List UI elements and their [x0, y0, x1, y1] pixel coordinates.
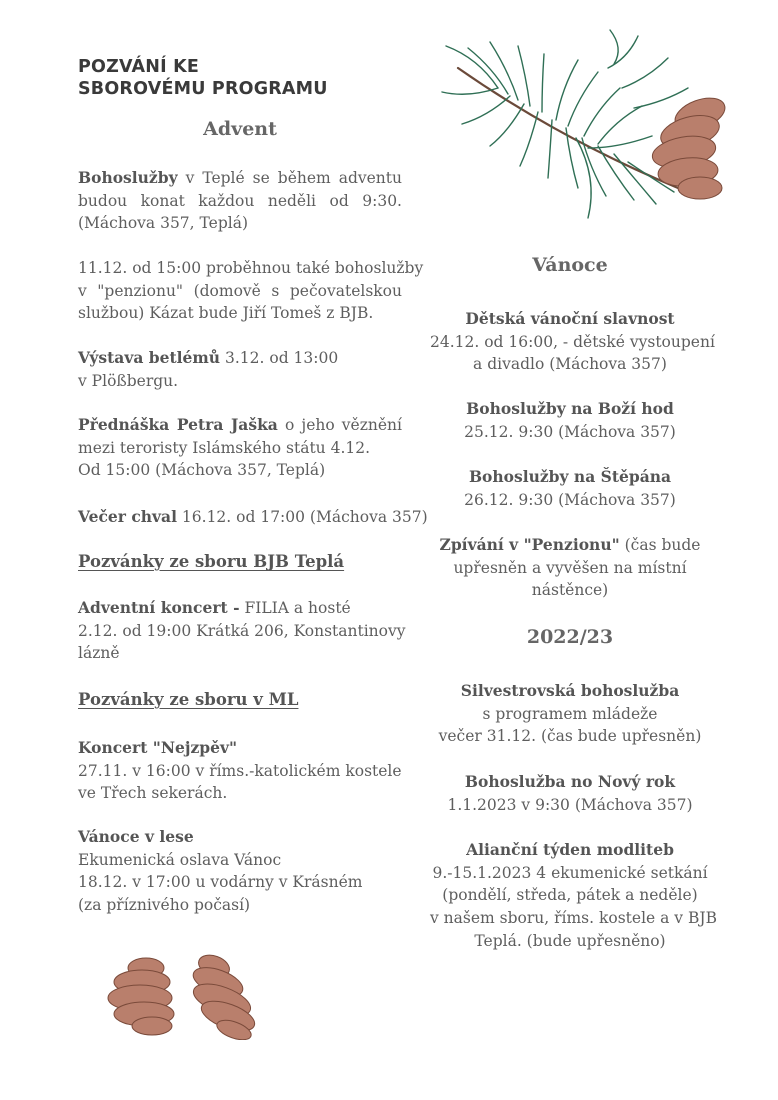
event-text: 1.1.2023 v 9:30 (Máchova 357): [447, 795, 693, 814]
event-text: (za příznivého počasí): [78, 896, 251, 915]
ml-concert: [78, 737, 402, 805]
event-lead: Večer chval: [78, 507, 177, 526]
event-title: Alianční týden modliteb: [466, 840, 674, 859]
year-silvestr: [430, 680, 710, 748]
event-title: Dětská vánoční slavnost: [465, 309, 675, 328]
christmas-stephen: [430, 466, 710, 511]
event-text: (Máchova 357, Teplá): [78, 214, 248, 233]
advent-services: [78, 167, 402, 235]
advent-heading: Advent: [203, 118, 277, 140]
event-text: 24.12. od 16:00, - dětské vystoupení: [430, 332, 715, 351]
christmas-singing: [430, 534, 710, 602]
advent-nativity: [78, 347, 402, 392]
event-text: nástěnce): [531, 581, 609, 600]
event-title: Bohoslužba no Nový rok: [464, 772, 676, 791]
event-text: s programem mládeže: [482, 704, 658, 723]
event-text: v Teplé se během adventu: [185, 169, 403, 187]
event-text: budou konat každou neděli od 9:30.: [78, 191, 402, 210]
event-text: 18.12. v 17:00 u vodárny v Krásném: [78, 873, 363, 892]
bjb-concert: [78, 597, 406, 665]
event-text: 27.11. v 16:00 v říms.-katolickém kostele: [78, 761, 402, 780]
pine-branch-icon: [438, 28, 738, 228]
event-text: upřesněn a vyvěšen na místní: [453, 558, 687, 577]
event-title: Silvestrovská bohoslužba: [460, 681, 680, 700]
event-text: 26.12. 9:30 (Máchova 357): [464, 490, 676, 509]
year-alliance: [430, 839, 717, 953]
event-text: službou) Kázat bude Jiří Tomeš z BJB.: [78, 304, 374, 323]
event-text: ve Třech sekerách.: [78, 784, 228, 803]
event-text: a divadlo (Máchova 357): [473, 355, 667, 374]
event-text: 9.-15.1.2023 4 ekumenické setkání: [432, 863, 708, 882]
event-text: 25.12. 9:30 (Máchova 357): [464, 422, 676, 441]
event-lead: Bohoslužby: [78, 168, 178, 187]
event-text: 11.12. od 15:00 proběhnou také bohoslužby: [78, 259, 424, 277]
advent-worship: [78, 506, 428, 529]
event-text: 3.12. od 13:00: [225, 349, 339, 367]
event-text: o jeho věznění: [284, 416, 402, 434]
christmas-day: [430, 398, 710, 443]
event-text: v Plößbergu.: [78, 371, 179, 390]
event-lead: Zpívání v "Penzionu": [439, 535, 620, 554]
event-text: lázně: [78, 644, 120, 663]
title-line: SBOROVÉMU PROGRAMU: [78, 79, 328, 99]
event-text: mezi teroristy Islámského státu 4.12.: [78, 438, 371, 457]
year-heading: 2022/23: [526, 626, 614, 648]
advent-pension: [78, 257, 424, 325]
event-title: Bohoslužby na Štěpána: [468, 467, 672, 486]
page-title: [78, 56, 398, 100]
invite-ml-heading: Pozvánky ze sboru v ML: [78, 690, 299, 709]
event-lead: Výstava betlémů: [78, 348, 221, 367]
event-text: Teplá. (bude upřesněno): [474, 931, 666, 950]
christmas-kids: [430, 308, 715, 376]
event-text: (pondělí, středa, pátek a neděle): [442, 886, 698, 905]
event-title: Vánoce v lese: [78, 827, 194, 846]
event-lead: Adventní koncert -: [78, 598, 240, 617]
event-text: večer 31.12. (čas bude upřesněn): [438, 727, 702, 746]
event-text: Ekumenická oslava Vánoc: [78, 850, 282, 869]
event-text: 16.12. od 17:00 (Máchova 357): [181, 508, 428, 526]
event-lead: Přednáška Petra Jaška: [78, 415, 278, 434]
event-text: (čas bude: [624, 536, 701, 554]
invite-bjb-heading: Pozvánky ze sboru BJB Teplá: [78, 552, 345, 571]
christmas-heading: Vánoce: [532, 254, 608, 276]
year-newyear: [430, 771, 710, 816]
event-text: 2.12. od 19:00 Krátká 206, Konstantinovy: [78, 621, 406, 640]
title-line: POZVÁNÍ KE: [78, 57, 200, 77]
event-title: Bohoslužby na Boží hod: [466, 399, 674, 418]
ml-forest: [78, 826, 402, 917]
event-text: FILIA a hosté: [244, 599, 351, 617]
advent-lecture: [78, 414, 402, 482]
event-text: v "penzionu" (domově s pečovatelskou: [78, 281, 402, 300]
event-text: v našem sboru, říms. kostele a v BJB: [430, 909, 717, 928]
pine-cones-icon: [106, 950, 266, 1040]
event-text: Od 15:00 (Máchova 357, Teplá): [78, 461, 326, 480]
event-title: Koncert "Nejzpěv": [78, 738, 238, 757]
